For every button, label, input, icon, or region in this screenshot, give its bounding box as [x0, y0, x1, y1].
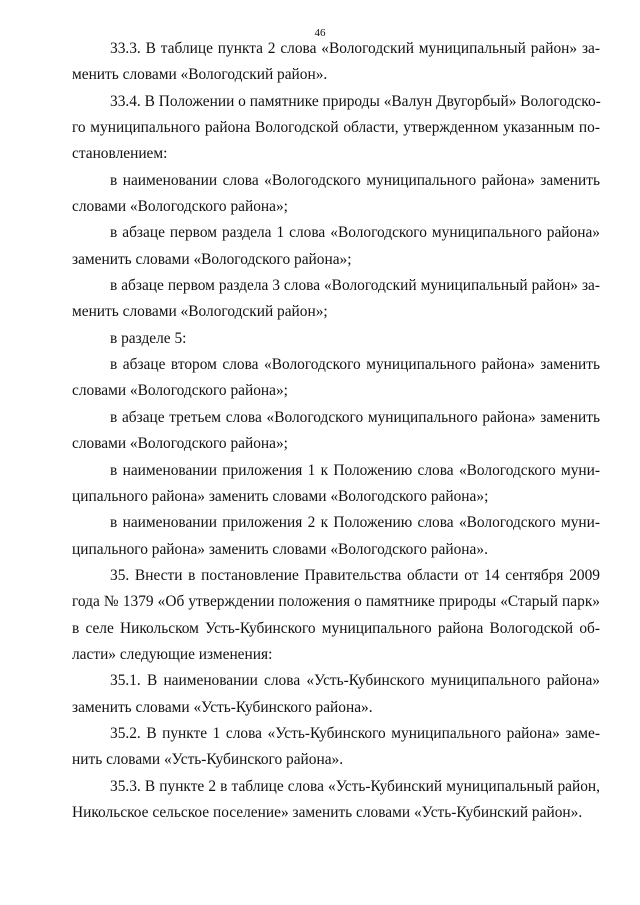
text-line: в разделе 5: — [110, 329, 187, 347]
text-line: в наименовании приложения 1 к Положению слова «Вологодского муни- — [110, 461, 600, 479]
text-line: года № 1379 «Об утверждении положения о памятнике природы «Старый парк» — [72, 593, 600, 611]
text-line: заменить словами «Вологодского района»; — [72, 250, 352, 268]
text-line: в абзаце третьем слова «Вологодского муниципального района» заменить — [110, 408, 600, 426]
text-line: менить словами «Вологодский район»; — [72, 303, 328, 321]
text-line: нить словами «Усть-Кубинского района». — [72, 751, 344, 769]
page-number: 46 — [314, 27, 326, 39]
text-line: го муниципального района Вологодской области, утвержденном указанным по- — [72, 119, 600, 137]
text-line: 35.1. В наименовании слова «Усть-Кубинского муниципального района» — [110, 672, 600, 690]
text-line: ципального района» заменить словами «Вологодского района»; — [72, 487, 489, 505]
text-line: 35. Внести в постановление Правительства области от 14 сентября 2009 — [110, 566, 600, 584]
text-line: в селе Никольском Усть-Кубинского муниципального района Вологодской об- — [72, 619, 600, 637]
text-line: ласти» следующие изменения: — [72, 645, 273, 663]
text-line: словами «Вологодского района»; — [72, 198, 288, 216]
text-line: Никольское сельское поселение» заменить словами «Усть-Кубинский район». — [72, 803, 583, 821]
text-line: 33.4. В Положении о памятнике природы «Валун Двугорбый» Вологодско- — [110, 92, 601, 110]
text-line: 35.2. В пункте 1 слова «Усть-Кубинского муниципального района» заме- — [110, 724, 600, 742]
text-line: словами «Вологодского района»; — [72, 435, 288, 453]
text-line: менить словами «Вологодский район». — [72, 66, 328, 84]
document-body — [72, 36, 600, 826]
text-line: в наименовании слова «Вологодского муниципального района» заменить — [110, 171, 600, 189]
text-line: в наименовании приложения 2 к Положению слова «Вологодского муни- — [110, 514, 600, 532]
text-line: в абзаце втором слова «Вологодского муниципального района» заменить — [110, 356, 600, 374]
text-line: 35.3. В пункте 2 в таблице слова «Усть-Кубинский муниципальный район, — [110, 777, 600, 795]
text-line: становлением: — [72, 145, 168, 163]
text-line: 33.3. В таблице пункта 2 слова «Вологодский муниципальный район» за- — [110, 40, 600, 57]
text-line: в абзаце первом раздела 1 слова «Вологодского муниципального района» — [110, 224, 600, 242]
text-line: в абзаце первом раздела 3 слова «Вологодский муниципальный район» за- — [110, 277, 600, 295]
text-line: словами «Вологодского района»; — [72, 382, 288, 400]
text-line: ципального района» заменить словами «Вологодского района». — [72, 540, 488, 558]
text-line: заменить словами «Усть-Кубинского района». — [72, 698, 373, 716]
